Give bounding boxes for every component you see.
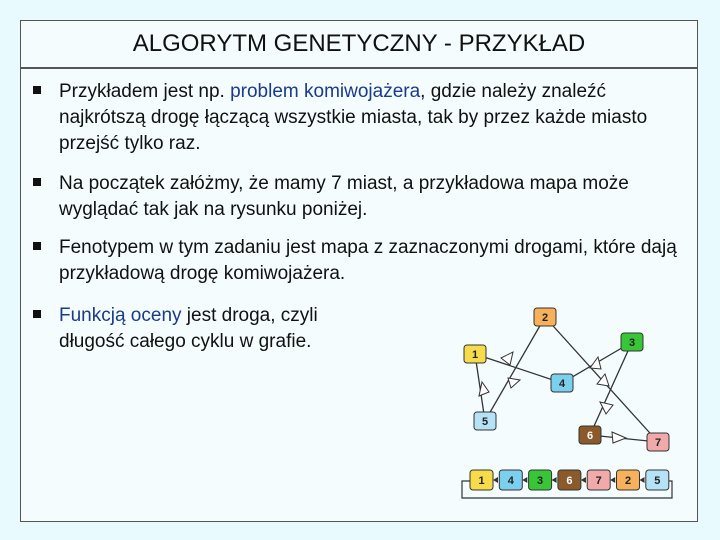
graph-node-1	[464, 345, 486, 363]
sequence-gene-4	[499, 470, 527, 490]
bullet-1-text-post: , gdzie należy znaleźć najkrótszą drogę łączącą wszystkie miasta, tak by przez każde miasto przejść tylko raz.	[59, 81, 648, 154]
sequence-gene-label: 7	[595, 475, 602, 487]
sequence-chromosome	[462, 470, 672, 498]
graph-node-label: 4	[558, 378, 566, 390]
graph-node-2	[534, 308, 556, 326]
graph-node-label: 6	[586, 430, 594, 442]
slide-title-text: ALGORYTM GENETYCZNY - PRZYKŁAD	[132, 30, 586, 57]
arrow-icon	[479, 382, 489, 396]
graph-node-3	[621, 333, 643, 351]
sequence-gene-label: 3	[537, 475, 544, 487]
sequence-gene-1	[470, 470, 498, 490]
graph-node-label: 1	[471, 349, 479, 361]
bullet-2-text: Na początek załóżmy, że mamy 7 miast, a przykładowa mapa może wyglądać tak jak na rysunku poniżej.	[59, 173, 629, 220]
arrow-icon	[508, 378, 520, 388]
bullet-4-highlight: Funkcją oceny	[59, 305, 182, 326]
graph-node-label: 7	[654, 437, 662, 449]
graph-nodes	[464, 308, 669, 451]
graph-node-label: 2	[541, 312, 549, 324]
graph-node-4	[551, 374, 573, 392]
graph-node-7	[647, 433, 669, 451]
bullet-4-text-post: jest droga, czyli długość całego cyklu w grafie.	[59, 305, 318, 352]
bullet-3-text: Fenotypem w tym zadaniu jest mapa z zaznaczonymi drogami, które dają przykładową drogę komiwojażera.	[59, 237, 677, 284]
sequence-arrow-icon	[493, 477, 498, 483]
sequence-arrow-icon	[552, 477, 557, 483]
sequence-arrow-icon	[610, 477, 615, 483]
sequence-arrow-icon	[640, 477, 645, 483]
arrow-icon	[612, 432, 626, 443]
sequence-gene-5	[646, 470, 669, 490]
sequence-arrow-icon	[581, 477, 586, 483]
edge-arrows	[479, 352, 626, 443]
sequence-gene-label: 2	[624, 475, 632, 487]
sequence-gene-3	[529, 470, 557, 490]
edge-1-4	[475, 354, 562, 383]
sequence-gene-2	[617, 470, 645, 490]
graph-node-label: 5	[481, 416, 489, 428]
sequence-gene-label: 4	[507, 475, 514, 487]
sequence-gene-label: 5	[654, 475, 661, 487]
edge-2-5	[485, 317, 545, 421]
graph-node-label: 3	[628, 337, 636, 349]
sequence-gene-label: 6	[566, 475, 573, 487]
bullet-1-highlight: problem komiwojażera	[230, 81, 421, 102]
edge-3-6	[590, 342, 632, 435]
sequence-arrow-icon	[522, 477, 527, 483]
graph-node-6	[579, 426, 601, 444]
sequence-gene-7	[587, 470, 615, 490]
graph-node-5	[474, 412, 496, 430]
sequence-gene-6	[558, 470, 586, 490]
arrow-icon	[590, 357, 601, 369]
sequence-gene-label: 1	[478, 475, 485, 487]
bullet-1-text-pre: Przykładem jest np.	[59, 81, 231, 102]
